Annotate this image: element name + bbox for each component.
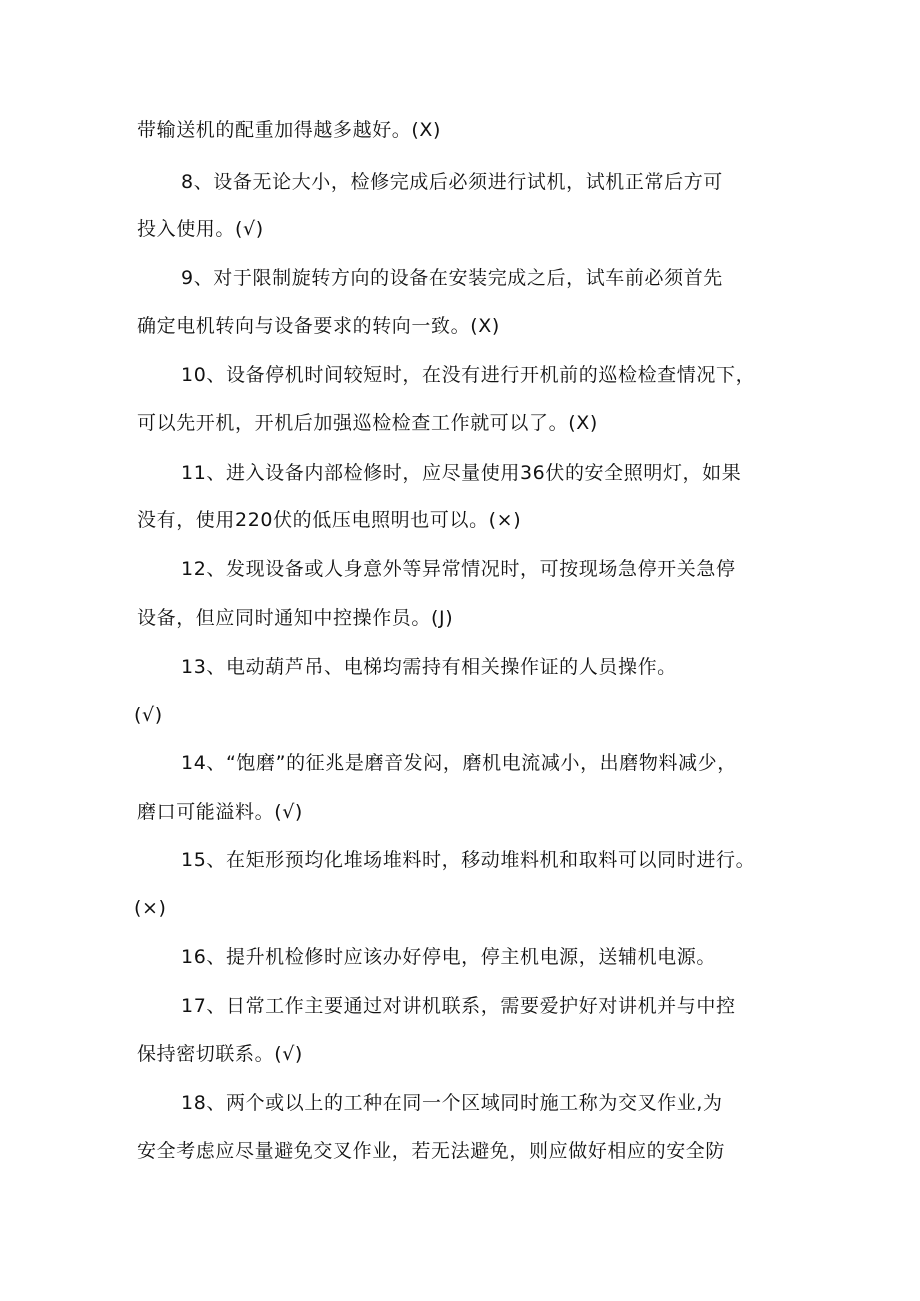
text-line: 15、在矩形预均化堆场堆料时，移动堆料机和取料可以同时进行。 <box>181 849 756 871</box>
text-line: 8、设备无论大小，检修完成后必须进行试机，试机正常后方可 <box>181 171 723 193</box>
text-line: (√) <box>134 704 163 726</box>
text-line: 14、“饱磨”的征兆是磨音发闷，磨机电流减小，出磨物料减少， <box>181 752 737 774</box>
text-line: 12、发现设备或人身意外等异常情况时，可按现场急停开关急停 <box>181 558 736 580</box>
text-line: 没有，使用220伏的低压电照明也可以。(×) <box>137 509 522 531</box>
text-line: 10、设备停机时间较短时，在没有进行开机前的巡检检查情况下， <box>181 364 756 386</box>
text-line: 16、提升机检修时应该办好停电，停主机电源，送辅机电源。 <box>181 946 716 968</box>
text-line: 9、对于限制旋转方向的设备在安装完成之后，试车前必须首先 <box>181 267 723 289</box>
text-line: 设备，但应同时通知中控操作员。(J) <box>137 607 454 629</box>
text-line: 安全考虑应尽量避免交叉作业，若无法避免，则应做好相应的安全防 <box>137 1140 726 1162</box>
text-line: 17、日常工作主要通过对讲机联系，需要爱护好对讲机并与中控 <box>181 995 736 1017</box>
text-line: 保持密切联系。(√) <box>137 1043 303 1065</box>
text-line: 带输送机的配重加得越多越好。(X) <box>137 119 442 141</box>
text-line: 11、进入设备内部检修时，应尽量使用36伏的安全照明灯，如果 <box>181 462 742 484</box>
text-line: (×) <box>134 897 167 919</box>
text-line: 13、电动葫芦吊、电梯均需持有相关操作证的人员操作。 <box>181 656 677 678</box>
text-line: 磨口可能溢料。(√) <box>137 801 303 823</box>
text-line: 投入使用。(√) <box>137 218 264 240</box>
text-line: 18、两个或以上的工种在同一个区域同时施工称为交叉作业,为 <box>181 1092 723 1114</box>
text-line: 可以先开机，开机后加强巡检检查工作就可以了。(X) <box>137 412 598 434</box>
text-line: 确定电机转向与设备要求的转向一致。(X) <box>137 315 500 337</box>
